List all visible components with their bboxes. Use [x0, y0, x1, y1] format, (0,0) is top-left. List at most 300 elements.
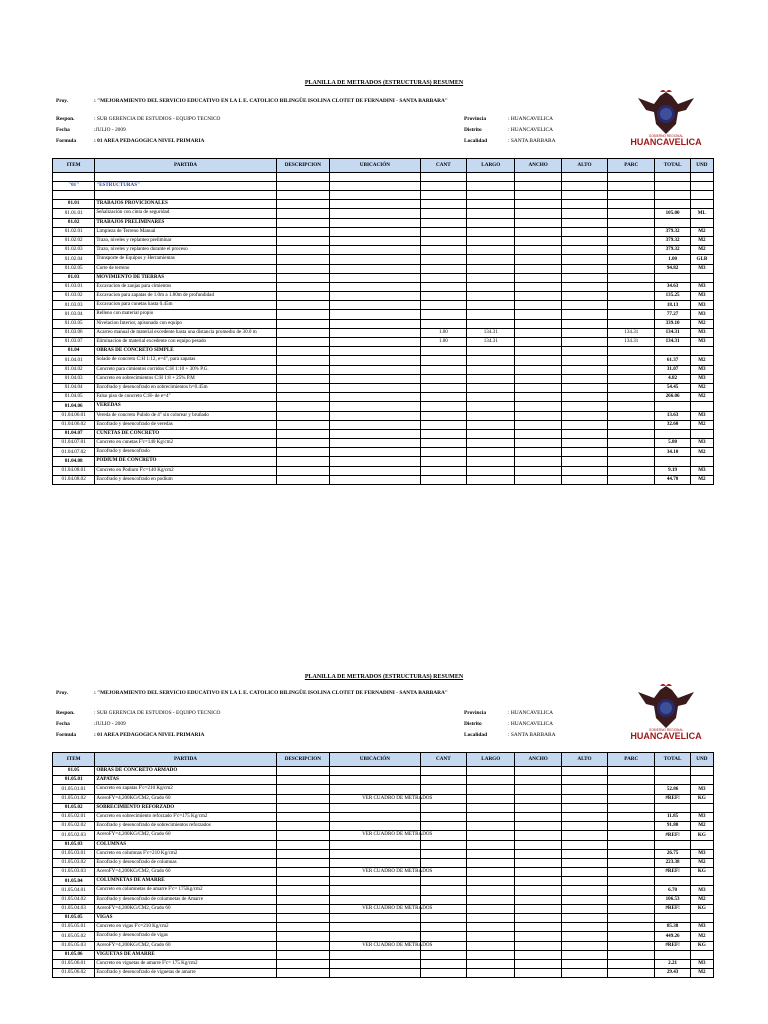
alto-cell: [561, 794, 607, 803]
und-cell: M3: [690, 785, 713, 794]
partida-cell: [95, 393, 276, 402]
largo-cell: [467, 776, 515, 785]
table-row: [53, 457, 714, 466]
table-row: [53, 840, 714, 849]
table-row: [53, 393, 714, 402]
descripcion-cell: [276, 475, 329, 484]
und-cell: [690, 877, 713, 886]
largo-cell: [467, 822, 515, 831]
item-code: 01.05.03.02: [53, 858, 95, 867]
table-row: [53, 868, 714, 877]
partida-cell: [95, 255, 276, 264]
ancho-cell: [515, 932, 561, 941]
total-cell: 18.13: [655, 301, 690, 310]
largo-cell: [467, 959, 515, 968]
ubicacion-cell: [330, 411, 421, 420]
partida-cell: [95, 969, 276, 978]
partida-text: VIGAS: [96, 914, 113, 920]
largo-cell: [467, 273, 515, 282]
ubicacion-cell: [330, 914, 421, 923]
partida-cell: [95, 402, 276, 411]
table-header-row: [53, 753, 714, 767]
alto-cell: [561, 914, 607, 923]
largo-cell: [467, 301, 515, 310]
largo-cell: [467, 356, 515, 365]
cant-cell: [420, 895, 466, 904]
item-code: 01.04.02: [53, 365, 95, 374]
descripcion-cell: [276, 923, 329, 932]
ubicacion-cell: [330, 959, 421, 968]
ubicacion-cell: [330, 923, 421, 932]
partida-text: AceroFY=4,200KG/CM2, Grado 60: [96, 794, 171, 801]
table-row: [53, 849, 714, 858]
partida-text: Concreto en sobrecimiento reforzado F'c=175 Kg/cm2: [96, 812, 208, 819]
partida-cell: [95, 868, 276, 877]
ancho-cell: [515, 328, 561, 337]
partida-cell: [95, 338, 276, 347]
und-cell: M2: [690, 227, 713, 236]
partida-cell: [95, 914, 276, 923]
und-cell: M3: [690, 301, 713, 310]
total-cell: 379.32: [655, 236, 690, 245]
total-cell: #REF!: [655, 868, 690, 877]
und-cell: KG: [690, 794, 713, 803]
largo-cell: [467, 264, 515, 273]
ancho-cell: [515, 858, 561, 867]
item-code: 01.05.04.03: [53, 904, 95, 913]
ubicacion-cell: [330, 858, 421, 867]
partida-cell: [95, 236, 276, 245]
ubicacion-cell: [330, 794, 433, 803]
total-cell: [655, 877, 690, 886]
alto-cell: [561, 236, 607, 245]
partida-text: Concreto en Podium F'c=140 Kg/cm2: [96, 466, 174, 473]
ubicacion-cell: [330, 328, 421, 337]
und-cell: M3: [690, 886, 713, 895]
und-cell: KG: [690, 868, 713, 877]
parc-cell: [608, 402, 655, 411]
ubicacion-cell: [330, 895, 421, 904]
item-code: 01.04.05: [53, 393, 95, 402]
table-row: [53, 328, 714, 337]
table-row: [53, 365, 714, 374]
partida-text: Encofrado y desencofrado: [96, 448, 150, 455]
partida-cell: [95, 767, 276, 776]
item-code: 01.04.07.02: [53, 448, 95, 457]
table-row: [53, 439, 714, 448]
cant-cell: [420, 411, 466, 420]
ubicacion-cell: [330, 969, 421, 978]
cant-cell: [420, 227, 466, 236]
partida-cell: [95, 383, 276, 392]
column-header-parc: PARC: [608, 159, 655, 173]
partida-text: Señalización con cinta de seguridad: [96, 209, 170, 216]
cant-cell: [420, 429, 466, 438]
parc-cell: [608, 429, 655, 438]
total-cell: 106.53: [655, 895, 690, 904]
ubicacion-cell: [330, 282, 421, 291]
partida-cell: [95, 776, 276, 785]
descripcion-cell: [276, 776, 329, 785]
partida-text: VIGUETAS DE AMARRE: [96, 950, 155, 957]
partida-cell: [95, 365, 276, 374]
partida-text: Encofrado y desencofrado de vigas: [96, 932, 168, 939]
ancho-cell: [515, 420, 561, 429]
descripcion-cell: [276, 374, 329, 383]
largo-cell: [467, 292, 515, 301]
empty-cell: [467, 191, 515, 200]
und-cell: M3: [690, 310, 713, 319]
ancho-cell: [515, 457, 561, 466]
largo-cell: [467, 319, 515, 328]
ubicacion-cell: [330, 292, 421, 301]
table-row: [53, 374, 714, 383]
metrados-table-2: [52, 752, 714, 978]
table-row: [53, 319, 714, 328]
und-cell: KG: [690, 904, 713, 913]
largo-cell: [467, 794, 515, 803]
partida-cell: [95, 200, 276, 209]
alto-cell: [561, 200, 607, 209]
provincia-value: : HUANCAVELICA: [508, 116, 553, 122]
cant-cell: [420, 319, 466, 328]
largo-cell: [467, 914, 515, 923]
table-row: [53, 950, 714, 959]
und-cell: [690, 840, 713, 849]
partida-text: Limpieza de Terreno Manual: [96, 227, 156, 234]
alto-cell: [561, 292, 607, 301]
item-code: 01.05.02.02: [53, 822, 95, 831]
partida-text: MOVIMIENTO DE TIERRAS: [96, 273, 165, 280]
sheet2-title: PLANILLA DE METRADOS (ESTRUCTURAS) RESUMEN: [304, 674, 464, 680]
partida-cell: [95, 904, 276, 913]
ancho-cell: [515, 886, 561, 895]
ubicacion-cell: [330, 822, 421, 831]
parc-cell: [608, 767, 655, 776]
table-row: [53, 209, 714, 218]
total-cell: 339.10: [655, 319, 690, 328]
cant-cell: [420, 457, 466, 466]
item-code: 01.03.07: [53, 338, 95, 347]
item-code: 01.05: [53, 767, 95, 776]
item-code: 01.01.01: [53, 209, 95, 218]
cant-cell: [420, 282, 466, 291]
cant-cell: [420, 785, 466, 794]
partida-cell: [95, 448, 276, 457]
item-code: 01.04.08.02: [53, 475, 95, 484]
partida-text: AceroFY=4,200KG/CM2, Grado 60: [96, 868, 171, 875]
descripcion-cell: [276, 236, 329, 245]
partida-text: Eliminacion de material excedente con equipo pesado: [96, 338, 207, 344]
partida-text: "ESTRUCTURAS": [96, 182, 140, 188]
fecha-value: :JULIO - 2009: [94, 127, 126, 133]
total-cell: 1.00: [655, 255, 690, 264]
column-header-largo: LARGO: [467, 753, 515, 767]
item-code: 01.04.06.01: [53, 411, 95, 420]
total-cell: [655, 347, 690, 356]
cant-cell: [420, 849, 466, 858]
ubicacion-cell: [330, 255, 421, 264]
cant-cell: [420, 914, 466, 923]
ubicacion-cell: [330, 393, 421, 402]
empty-cell: [561, 191, 607, 200]
largo-cell: [467, 475, 515, 484]
ubicacion-cell: [330, 785, 421, 794]
ancho-cell: [515, 273, 561, 282]
ancho-cell: [515, 319, 561, 328]
ubicacion-cell: [330, 420, 421, 429]
parc-cell: [608, 393, 655, 402]
parc-cell: [608, 319, 655, 328]
descripcion-cell: [276, 858, 329, 867]
und-cell: M2: [690, 932, 713, 941]
descripcion-cell: [276, 822, 329, 831]
cant-cell: [420, 420, 466, 429]
cant-cell: [420, 803, 466, 812]
parc-cell: [608, 895, 655, 904]
cant-cell: [420, 365, 466, 374]
partida-cell: [95, 877, 276, 886]
alto-cell: [561, 448, 607, 457]
ubicacion-cell: [330, 347, 421, 356]
empty-cell: [655, 173, 690, 182]
item-code: 01.05.05.02: [53, 932, 95, 941]
largo-cell: [467, 849, 515, 858]
ubicacion-cell: [330, 767, 421, 776]
ubicacion-cell: [330, 374, 421, 383]
total-cell: [655, 776, 690, 785]
partida-text: Transporte de Equipos y Herramientas: [96, 255, 175, 262]
total-cell: 134.31: [655, 328, 690, 337]
parc-cell: [608, 383, 655, 392]
partida-cell: [95, 264, 276, 273]
und-cell: M3: [690, 849, 713, 858]
total-cell: 134.31: [655, 338, 690, 347]
empty-cell: [467, 173, 515, 182]
descripcion-cell: [276, 895, 329, 904]
parc-cell: [608, 849, 655, 858]
descripcion-cell: [276, 273, 329, 282]
column-header-total: TOTAL: [655, 159, 690, 173]
table-row: [53, 776, 714, 785]
ubicacion-cell: [330, 236, 421, 245]
item-code: 01.04.06.02: [53, 420, 95, 429]
parc-cell: [608, 914, 655, 923]
proy-label: Proy.: [56, 98, 69, 104]
total-cell: #REF!: [655, 831, 690, 840]
respon-label-2: Respon.: [56, 710, 75, 716]
descripcion-cell: [276, 914, 329, 923]
table-row: [53, 941, 714, 950]
alto-cell: [561, 319, 607, 328]
cant-cell: [420, 292, 466, 301]
descripcion-cell: [276, 411, 329, 420]
column-header-parc: PARC: [608, 753, 655, 767]
partida-cell: [95, 420, 276, 429]
parc-cell: [608, 273, 655, 282]
partida-cell: [95, 941, 276, 950]
partida-text: AceroFY=4,200KG/CM2, Grado 60: [96, 941, 171, 948]
ver-cuadro-note: VER CUADRO DE METRADOS: [362, 831, 433, 838]
und-cell: [690, 429, 713, 438]
descripcion-cell: [276, 969, 329, 978]
item-code: 01.03.01: [53, 282, 95, 291]
total-cell: 266.06: [655, 393, 690, 402]
largo-cell: [467, 969, 515, 978]
table-row: [53, 932, 714, 941]
alto-cell: [561, 310, 607, 319]
ancho-cell: [515, 849, 561, 858]
largo-cell: [467, 347, 515, 356]
ancho-cell: [515, 338, 561, 347]
ancho-cell: [515, 439, 561, 448]
ubicacion-cell: [330, 776, 421, 785]
table-row: [53, 200, 714, 209]
ubicacion-cell: [330, 849, 421, 858]
largo-cell: [467, 236, 515, 245]
parc-cell: [608, 374, 655, 383]
cant-cell: [420, 932, 466, 941]
parc-cell: [608, 448, 655, 457]
partida-text: AceroFY=4,200KG/CM2, Grado 60: [96, 831, 171, 838]
ancho-cell: [515, 264, 561, 273]
distrito-label: Distrito: [464, 127, 482, 133]
partida-text: Excavacion para cunetas hasta 0.45m: [96, 301, 173, 308]
ubicacion-cell: [330, 429, 421, 438]
alto-cell: [561, 246, 607, 255]
ubicacion-cell: [330, 877, 421, 886]
cant-cell: [420, 374, 466, 383]
parc-cell: [608, 227, 655, 236]
und-cell: M2: [690, 420, 713, 429]
total-cell: 44.70: [655, 475, 690, 484]
parc-cell: [608, 886, 655, 895]
item-code: 01.03: [53, 273, 95, 282]
parc-cell: [608, 475, 655, 484]
und-cell: M3: [690, 812, 713, 821]
total-cell: 34.10: [655, 448, 690, 457]
und-cell: M2: [690, 969, 713, 978]
partida-cell: [95, 932, 276, 941]
ubicacion-cell: [330, 904, 433, 913]
und-cell: M3: [690, 923, 713, 932]
cant-cell: [420, 439, 466, 448]
partida-cell: [95, 209, 276, 218]
parc-cell: [608, 904, 655, 913]
alto-cell: [561, 374, 607, 383]
ancho-cell: [515, 301, 561, 310]
ubicacion-cell: [330, 356, 421, 365]
partida-cell: [95, 886, 276, 895]
descripcion-cell: [276, 904, 329, 913]
table-row: [53, 264, 714, 273]
cant-cell: [420, 402, 466, 411]
descripcion-cell: [276, 301, 329, 310]
parc-cell: 134.31: [608, 338, 655, 347]
partida-text: Encofrado y desencofrado de veredas: [96, 420, 173, 427]
partida-cell: [95, 457, 276, 466]
total-cell: [655, 182, 690, 191]
cant-cell: [420, 356, 466, 365]
table-row: [53, 904, 714, 913]
descripcion-cell: [276, 959, 329, 968]
table-row: [53, 767, 714, 776]
empty-cell: [276, 191, 329, 200]
largo-cell: [467, 182, 515, 191]
distrito-label-2: Distrito: [464, 721, 482, 727]
column-header-largo: LARGO: [467, 159, 515, 173]
parc-cell: [608, 457, 655, 466]
parc-cell: [608, 785, 655, 794]
empty-cell: [53, 191, 95, 200]
cant-cell: [420, 923, 466, 932]
partida-cell: [95, 328, 276, 337]
alto-cell: [561, 411, 607, 420]
total-cell: 94.82: [655, 264, 690, 273]
table-row: [53, 858, 714, 867]
condor-crest-icon: [630, 90, 702, 138]
descripcion-cell: [276, 246, 329, 255]
partida-cell: [95, 831, 276, 840]
partida-cell: [95, 858, 276, 867]
ubicacion-cell: [330, 812, 421, 821]
total-cell: [655, 950, 690, 959]
cant-cell: [420, 393, 466, 402]
largo-cell: [467, 868, 515, 877]
largo-cell: [467, 923, 515, 932]
table-row: [53, 218, 714, 227]
metrados-table-1: [52, 158, 714, 485]
cant-cell: [420, 969, 466, 978]
table-row: [53, 914, 714, 923]
provincia-label: Provincia: [464, 116, 487, 122]
parc-cell: [608, 356, 655, 365]
total-cell: 54.45: [655, 383, 690, 392]
total-cell: [655, 429, 690, 438]
alto-cell: [561, 255, 607, 264]
item-code: 01.04.04: [53, 383, 95, 392]
table-row: [53, 812, 714, 821]
alto-cell: [561, 439, 607, 448]
partida-text: Solado de concreto C:H 1:12, e=4", para zapatas: [96, 356, 196, 363]
und-cell: M2: [690, 822, 713, 831]
largo-cell: [467, 393, 515, 402]
empty-cell: [690, 173, 713, 182]
alto-cell: [561, 466, 607, 475]
ancho-cell: [515, 914, 561, 923]
alto-cell: [561, 877, 607, 886]
provincia-label-2: Provincia: [464, 710, 487, 716]
column-header-alto: ALTO: [561, 753, 607, 767]
item-code: 01.02.04: [53, 255, 95, 264]
empty-cell: [53, 173, 95, 182]
column-header-descripcion: DESCRIPCION: [276, 159, 329, 173]
ubicacion-cell: [330, 950, 421, 959]
largo-cell: [467, 932, 515, 941]
ancho-cell: [515, 822, 561, 831]
partida-cell: [95, 959, 276, 968]
alto-cell: [561, 941, 607, 950]
respon-label: Respon.: [56, 116, 75, 122]
partida-cell: [95, 950, 276, 959]
partida-cell: [95, 822, 276, 831]
parc-cell: [608, 182, 655, 191]
partida-text: Concreto para cimientos corridos C:H 1:10 + 30% P.G.: [96, 365, 209, 372]
largo-cell: [467, 246, 515, 255]
ubicacion-cell: [330, 338, 421, 347]
descripcion-cell: [276, 200, 329, 209]
partida-text: Concreto en cunetas F'c=140 Kg/cm2: [96, 439, 174, 446]
